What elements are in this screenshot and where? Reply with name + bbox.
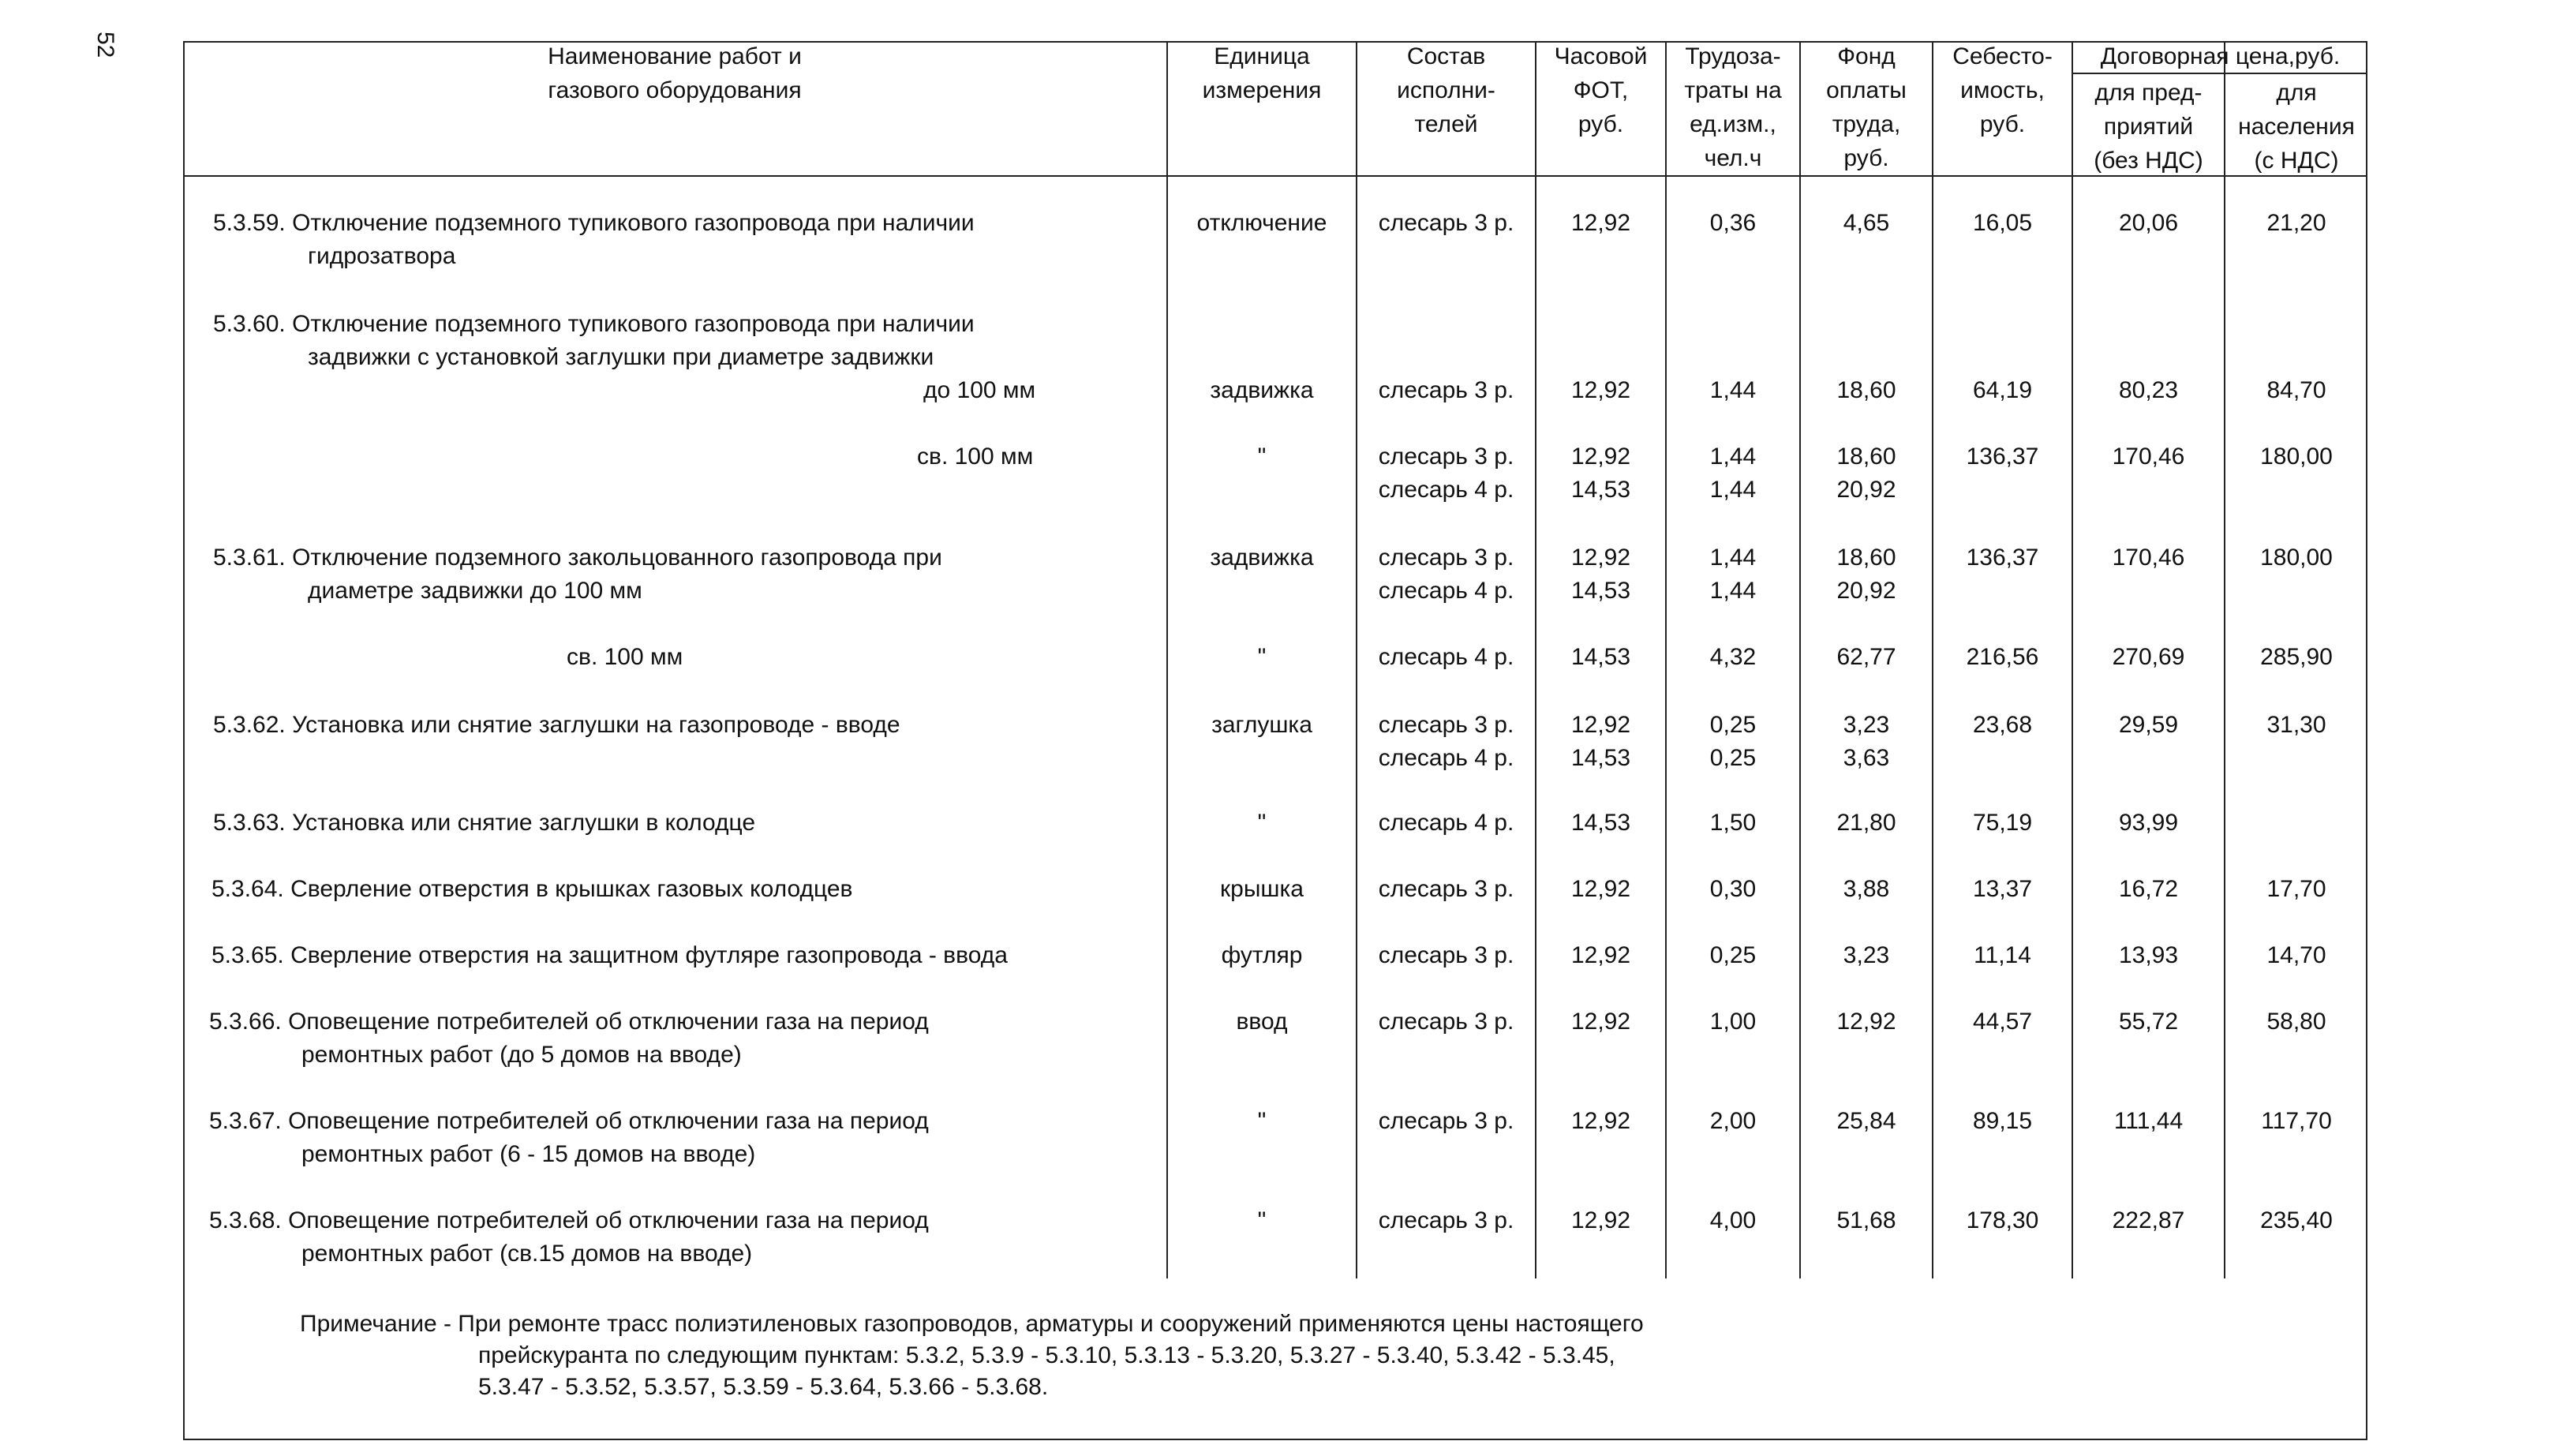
staff-cell: слесарь 3 р. [1378,1108,1514,1134]
pop-cell: 285,90 [2260,644,2333,670]
work-name: св. 100 мм [917,444,1034,470]
labor-cell: 1,44 [1709,477,1757,503]
header-ent-line: приятий [2103,114,2194,140]
staff-cell: слесарь 3 р. [1378,1009,1514,1035]
pop-cell: 180,00 [2260,444,2333,470]
labor-cell: 0,25 [1709,712,1757,738]
work-name: 5.3.68. Оповещение потребителей об отключении газа на период [209,1207,929,1233]
note-line-1: Примечание - При ремонте трасс полиэтиленовых газопроводов, арматуры и сооружений применяются цены настоящего [300,1311,1644,1337]
note-line-2: прейскуранта по следующим пунктам: 5.3.2, 5.3.9 - 5.3.10, 5.3.13 - 5.3.20, 5.3.27 - 5.3.40, 5.3.42 - 5.3.45, [478,1342,1615,1368]
cost-cell: 178,30 [1966,1207,2039,1233]
staff-cell: слесарь 3 р. [1378,377,1514,403]
fund-cell: 21,80 [1836,810,1896,836]
unit-cell: отключение [1196,210,1327,236]
header-cost-line: руб. [1979,111,2026,137]
staff-cell: слесарь 4 р. [1378,810,1514,836]
pop-cell: 21,20 [2266,210,2326,236]
header-staff [1357,39,1535,141]
fund-cell: 4,65 [1843,210,1890,236]
unit-cell: " [1257,444,1267,470]
unit-cell: " [1257,1108,1267,1134]
pop-cell: 14,70 [2266,942,2326,968]
hourly-cell: 12,92 [1570,377,1631,403]
header-labor-line: Трудоза- [1685,43,1781,69]
cost-cell: 11,14 [1974,942,2031,968]
cost-cell: 216,56 [1966,644,2039,670]
cost-cell: 75,19 [1972,810,2033,836]
cost-cell: 16,05 [1972,210,2033,236]
cost-cell: 136,37 [1966,545,2039,571]
pop-cell: 180,00 [2260,545,2333,571]
hourly-cell: 12,92 [1570,1009,1631,1035]
header-labor-line: ед.изм., [1690,111,1776,137]
fund-cell: 20,92 [1836,477,1896,503]
header-name-line: газового оборудования [548,77,802,103]
ent-cell: 55,72 [2118,1009,2179,1035]
hourly-cell: 12,92 [1570,210,1631,236]
work-name: св. 100 мм [567,644,683,670]
header-contract-price: Договорная цена,руб. [2100,43,2341,69]
work-name: 5.3.63. Установка или снятие заглушки в колодце [213,810,756,836]
header-name [183,39,1166,107]
header-hourly-line: ФОТ, [1573,77,1629,103]
header-cost [1933,39,2072,141]
header-hourly [1536,39,1665,141]
labor-cell: 0,25 [1709,942,1757,968]
labor-cell: 4,32 [1709,644,1757,670]
fund-cell: 18,60 [1836,377,1896,403]
ent-cell: 170,46 [2112,444,2185,470]
fund-cell: 62,77 [1836,644,1896,670]
hourly-cell: 12,92 [1570,1108,1631,1134]
unit-cell: заглушка [1211,712,1312,738]
fund-cell: 3,88 [1843,876,1890,902]
header-fund-line: труда, [1832,111,1901,137]
staff-cell: слесарь 3 р. [1378,1207,1514,1233]
labor-cell: 0,36 [1709,210,1757,236]
note-line-3: 5.3.47 - 5.3.52, 5.3.57, 5.3.59 - 5.3.64, 5.3.66 - 5.3.68. [478,1374,1049,1400]
header-pop-line: (с НДС) [2254,148,2339,174]
hourly-cell: 14,53 [1570,644,1631,670]
work-name: задвижки с установкой заглушки при диаметре задвижки [308,344,934,370]
header-pop-line: для [2276,80,2317,106]
header-pop-line: населения [2238,114,2355,140]
header-ent-line: (без НДС) [2094,148,2203,174]
labor-cell: 1,00 [1709,1009,1757,1035]
staff-cell: слесарь 4 р. [1378,578,1514,604]
fund-cell: 18,60 [1836,545,1896,571]
pop-cell: 117,70 [2261,1108,2332,1134]
hourly-cell: 12,92 [1570,545,1631,571]
pop-cell: 17,70 [2266,876,2326,902]
header-cost-line: имость, [1960,77,2045,103]
work-name: ремонтных работ (до 5 домов на вводе) [301,1042,742,1068]
hourly-cell: 14,53 [1570,745,1631,771]
header-ent-line: для пред- [2094,80,2203,106]
ent-cell: 93,99 [2118,810,2179,836]
labor-cell: 1,44 [1709,444,1757,470]
staff-cell: слесарь 3 р. [1378,876,1514,902]
labor-cell: 0,25 [1709,745,1757,771]
unit-cell: ввод [1236,1009,1288,1035]
hourly-cell: 12,92 [1570,444,1631,470]
fund-cell: 18,60 [1836,444,1896,470]
header-fund-line: оплаты [1826,77,1907,103]
header-labor [1667,39,1799,175]
pop-cell: 58,80 [2266,1009,2326,1035]
pop-cell: 84,70 [2266,377,2326,403]
header-pop [2225,76,2367,178]
labor-cell: 1,44 [1709,377,1757,403]
work-name: 5.3.62. Установка или снятие заглушки на газопроводе - вводе [213,712,900,738]
fund-cell: 12,92 [1836,1009,1896,1035]
labor-cell: 4,00 [1709,1207,1757,1233]
cost-cell: 13,37 [1972,876,2033,902]
hourly-cell: 12,92 [1570,1207,1631,1233]
header-ent [2073,76,2224,178]
ent-cell: 80,23 [2118,377,2179,403]
ent-cell: 20,06 [2118,210,2179,236]
header-unit [1168,39,1356,107]
work-name: 5.3.65. Сверление отверстия на защитном футляре газопровода - ввода [211,942,1008,968]
staff-cell: слесарь 3 р. [1378,444,1514,470]
cost-cell: 136,37 [1966,444,2039,470]
unit-cell: " [1257,810,1267,836]
header-cost-line: Себесто- [1952,43,2053,69]
cost-cell: 44,57 [1972,1009,2033,1035]
work-name: 5.3.64. Сверление отверстия в крышках газовых колодцев [211,876,853,902]
header-staff-line: исполни- [1397,77,1495,103]
hourly-cell: 12,92 [1570,942,1631,968]
staff-cell: слесарь 3 р. [1378,545,1514,571]
fund-cell: 3,23 [1843,942,1890,968]
header-fund [1801,39,1932,175]
staff-cell: слесарь 3 р. [1378,942,1514,968]
work-name: 5.3.61. Отключение подземного закольцованного газопровода при [213,545,942,571]
staff-cell: слесарь 4 р. [1378,745,1514,771]
page-number: 52 [92,32,118,58]
fund-cell: 51,68 [1836,1207,1896,1233]
cost-cell: 89,15 [1972,1108,2033,1134]
fund-cell: 3,63 [1843,745,1890,771]
fund-cell: 3,23 [1843,712,1890,738]
unit-cell: " [1257,644,1267,670]
ent-cell: 222,87 [2112,1207,2185,1233]
ent-cell: 16,72 [2118,876,2179,902]
work-name: до 100 мм [923,377,1036,403]
hourly-cell: 12,92 [1570,876,1631,902]
header-unit-line: измерения [1202,77,1322,103]
header-staff-line: телей [1414,111,1478,137]
work-name: 5.3.59. Отключение подземного тупикового газопровода при наличии [213,210,975,236]
work-name: 5.3.66. Оповещение потребителей об отключении газа на период [209,1009,929,1035]
hourly-cell: 14,53 [1570,810,1631,836]
work-name: ремонтных работ (6 - 15 домов на вводе) [301,1141,756,1167]
work-name: ремонтных работ (св.15 домов на вводе) [301,1241,753,1267]
pop-cell: 31,30 [2266,712,2326,738]
header-fund-line: Фонд [1837,43,1896,69]
header-hourly-line: Часовой [1554,43,1648,69]
work-name: 5.3.67. Оповещение потребителей об отключении газа на период [209,1108,929,1134]
work-name: гидрозатвора [308,243,456,269]
unit-cell: крышка [1220,876,1304,902]
header-hourly-line: руб. [1578,111,1624,137]
ent-cell: 29,59 [2118,712,2179,738]
work-name: 5.3.60. Отключение подземного тупикового газопровода при наличии [213,311,975,337]
hourly-cell: 12,92 [1570,712,1631,738]
labor-cell: 0,30 [1709,876,1757,902]
ent-cell: 170,46 [2112,545,2185,571]
hourly-cell: 14,53 [1570,578,1631,604]
fund-cell: 25,84 [1836,1108,1896,1134]
header-name-line: Наименование работ и [548,43,802,69]
labor-cell: 2,00 [1709,1108,1757,1134]
ent-cell: 13,93 [2118,942,2179,968]
header-staff-line: Состав [1406,43,1486,69]
unit-cell: задвижка [1210,545,1314,571]
header-unit-line: Единица [1214,43,1310,69]
unit-cell: футляр [1221,942,1303,968]
labor-cell: 1,44 [1709,545,1757,571]
cost-cell: 64,19 [1972,377,2033,403]
labor-cell: 1,50 [1709,810,1757,836]
labor-cell: 1,44 [1709,578,1757,604]
fund-cell: 20,92 [1836,578,1896,604]
header-divider [183,175,2367,177]
ent-cell: 270,69 [2112,644,2185,670]
staff-cell: слесарь 4 р. [1378,644,1514,670]
header-labor-line: траты на [1684,77,1782,103]
unit-cell: задвижка [1210,377,1314,403]
header-fund-line: руб. [1843,145,1889,171]
header-labor-line: чел.ч [1704,145,1762,171]
staff-cell: слесарь 3 р. [1378,712,1514,738]
unit-cell: " [1257,1207,1267,1233]
work-name: диаметре задвижки до 100 мм [308,578,642,604]
ent-cell: 111,44 [2113,1108,2184,1134]
pop-cell: 235,40 [2260,1207,2333,1233]
staff-cell: слесарь 4 р. [1378,477,1514,503]
cost-cell: 23,68 [1972,712,2033,738]
hourly-cell: 14,53 [1570,477,1631,503]
staff-cell: слесарь 3 р. [1378,210,1514,236]
